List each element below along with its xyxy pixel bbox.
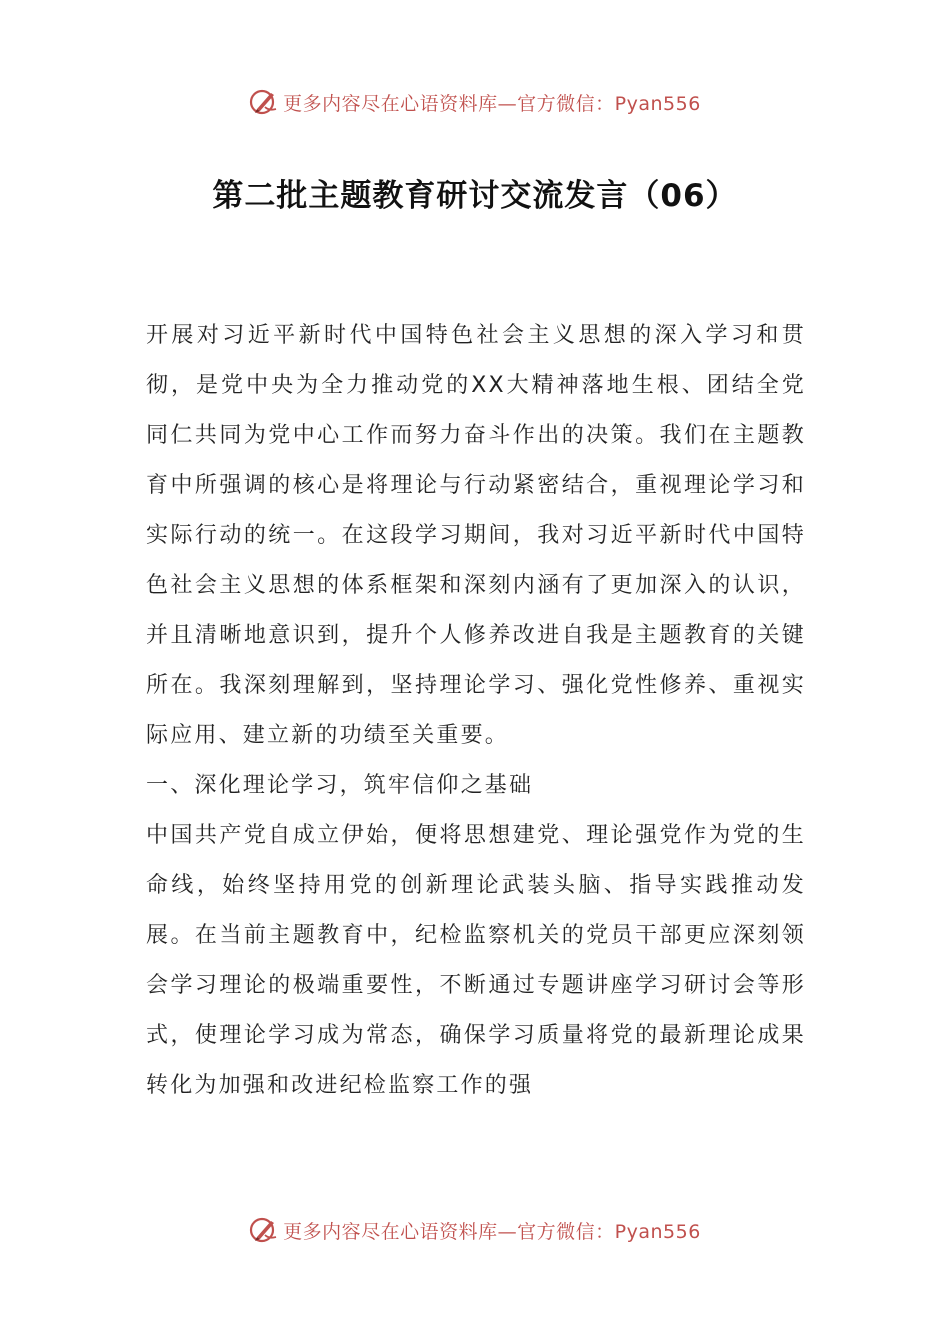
- section-heading-1: 一、深化理论学习，筑牢信仰之基础: [146, 773, 534, 798]
- header-banner-text: 更多内容尽在心语资料库—官方微信：Pyan556: [283, 92, 701, 115]
- paragraph-intro: 开展对习近平新时代中国特色社会主义思想的深入学习和贯彻，是党中央为全力推动党的XX大精神落地生根、团结全党同仁共同为党中心工作而努力奋斗作出的决策。我们在主题教育中所强调的核心是将理论与行动紧密结合，重视理论学习和实际行动的统一。在这段学习期间，我对习近平新时代中国特色社会主义思想的体系框架和深刻内涵有了更加深入的认识，并且清晰地意识到，提升个人修养改进自我是主题教育的关键所在。我深刻理解到，坚持理论学习、强化党性修养、重视实际应用、建立新的功绩至关重要。: [146, 323, 806, 748]
- header-banner: [0, 82, 950, 122]
- footer-banner-handle: Pyan556: [614, 1220, 701, 1243]
- header-banner-handle: Pyan556: [614, 92, 701, 115]
- document-title: 第二批主题教育研讨交流发言（06）: [212, 178, 738, 214]
- footer-banner-text: 更多内容尽在心语资料库—官方微信：Pyan556: [283, 1220, 701, 1243]
- pen-logo-icon: [249, 1215, 279, 1245]
- document-body: [146, 311, 806, 1111]
- footer-banner: [0, 1210, 950, 1250]
- paragraph-section-1: 中国共产党自成立伊始，便将思想建党、理论强党作为党的生命线，始终坚持用党的创新理论武装头脑、指导实践推动发展。在当前主题教育中，纪检监察机关的党员干部更应深刻领会学习理论的极端重要性，不断通过专题讲座学习研讨会等形式，使理论学习成为常态，确保学习质量将党的最新理论成果转化为加强和改进纪检监察工作的强: [146, 823, 806, 1098]
- pen-logo-icon: [249, 87, 279, 117]
